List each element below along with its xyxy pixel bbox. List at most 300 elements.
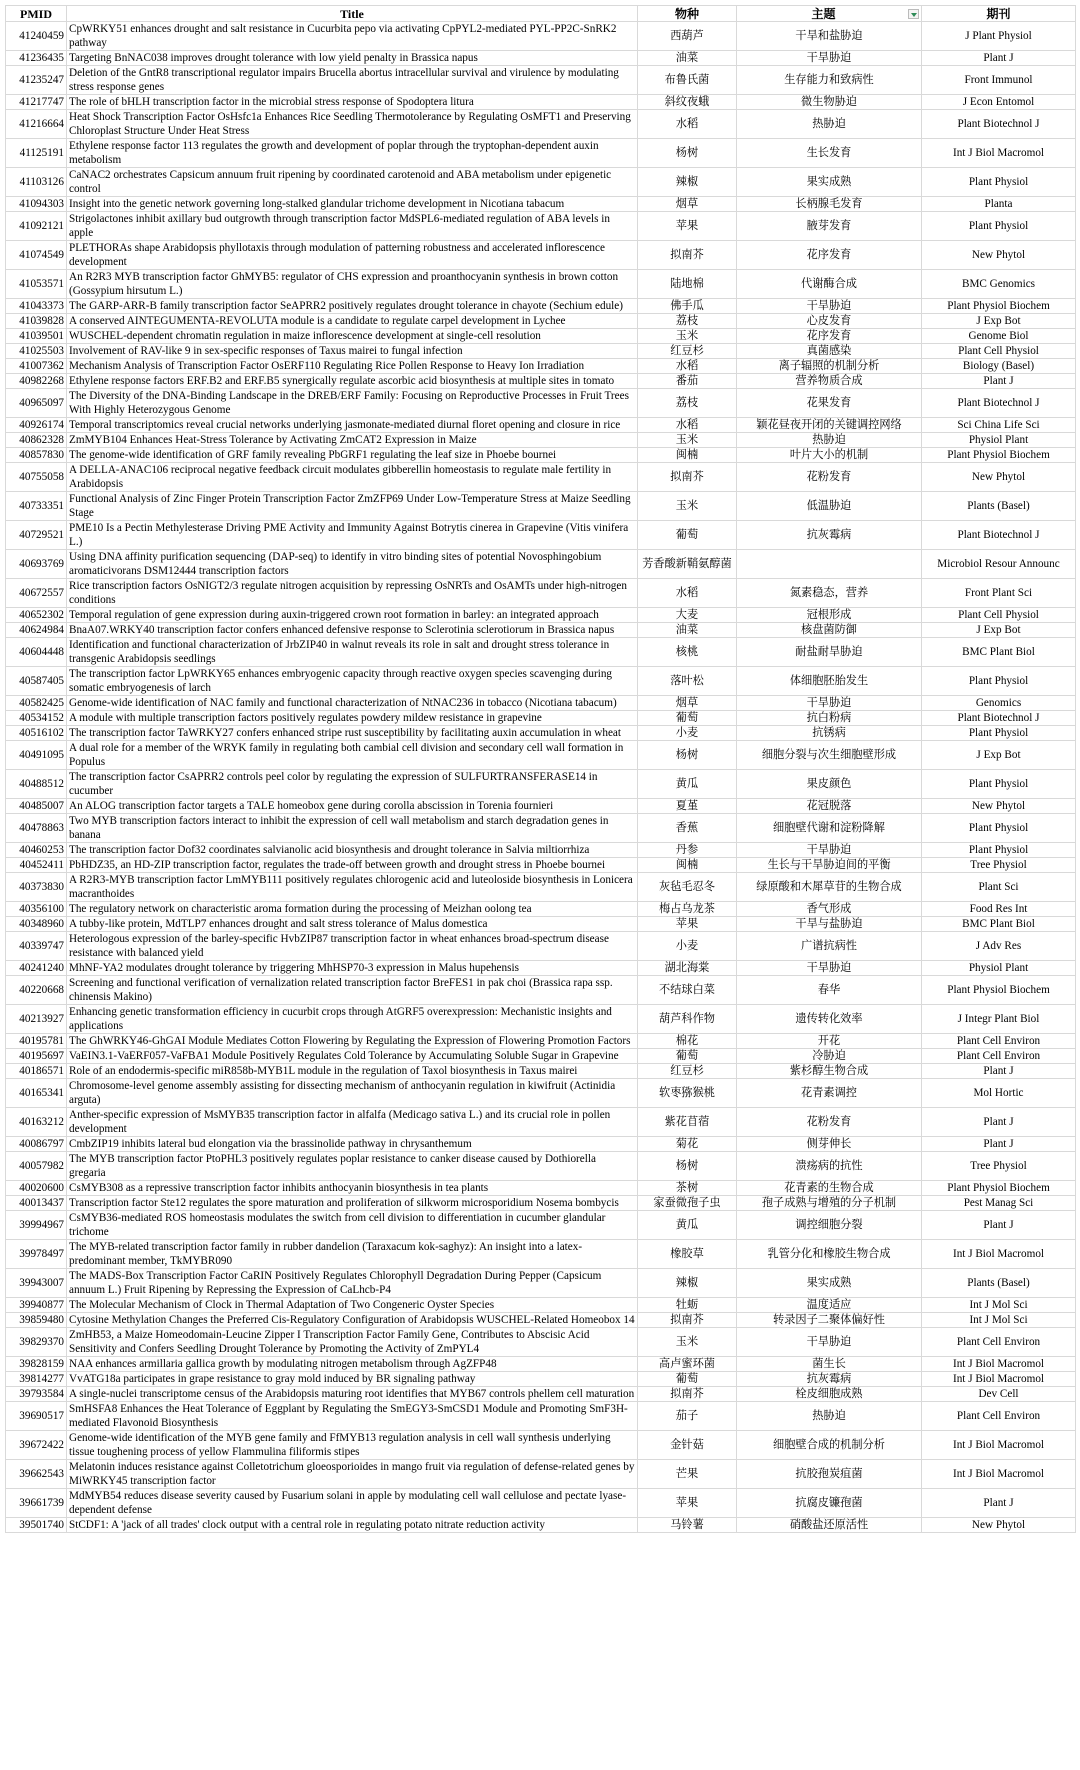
table-row[interactable] xyxy=(6,270,1076,299)
journal-cell[interactable]: Plants (Basel) xyxy=(922,1269,1076,1298)
title-cell[interactable]: Functional Analysis of Zinc Finger Protein Transcription Factor ZmZFP69 Under Low-Temperature Stress at Maize Seedling Stage xyxy=(67,492,638,521)
species-cell[interactable]: 闽楠 xyxy=(638,448,737,463)
title-cell[interactable]: Cytosine Methylation Changes the Preferred Cis-Regulatory Configuration of Arabidopsis WUSCHEL-Related Homeobox 14 xyxy=(67,1313,638,1328)
journal-cell[interactable]: J Exp Bot xyxy=(922,623,1076,638)
journal-cell[interactable]: Plant Cell Physiol xyxy=(922,608,1076,623)
topic-cell[interactable]: 抗胶孢炭疽菌 xyxy=(737,1460,922,1489)
table-row[interactable] xyxy=(6,1372,1076,1387)
pmid-cell[interactable]: 39943007 xyxy=(6,1269,67,1298)
title-cell[interactable]: An ALOG transcription factor targets a TALE homeobox gene during corolla abscission in Torenia fournieri xyxy=(67,799,638,814)
table-row[interactable] xyxy=(6,579,1076,608)
table-row[interactable] xyxy=(6,1108,1076,1137)
journal-cell[interactable]: Physiol Plant xyxy=(922,961,1076,976)
pmid-cell[interactable]: 40534152 xyxy=(6,711,67,726)
pmid-cell[interactable]: 41235247 xyxy=(6,66,67,95)
title-cell[interactable]: The transcription factor CsAPRR2 controls peel color by regulating the expression of SULFURTRANSFERASE14 in cucumber xyxy=(67,770,638,799)
table-row[interactable] xyxy=(6,374,1076,389)
journal-cell[interactable]: Sci China Life Sci xyxy=(922,418,1076,433)
pmid-cell[interactable]: 41094303 xyxy=(6,197,67,212)
table-row[interactable] xyxy=(6,1431,1076,1460)
title-cell[interactable]: The transcription factor LpWRKY65 enhances embryogenic capacity through reactive oxygen species scavenging during somatic embryogenesis of larch xyxy=(67,667,638,696)
topic-cell[interactable]: 温度适应 xyxy=(737,1298,922,1313)
table-row[interactable] xyxy=(6,1460,1076,1489)
table-row[interactable] xyxy=(6,463,1076,492)
topic-cell[interactable]: 抗灰霉病 xyxy=(737,1372,922,1387)
topic-cell[interactable]: 干旱胁迫 xyxy=(737,51,922,66)
topic-cell[interactable]: 颖花昼夜开闭的关键调控网络 xyxy=(737,418,922,433)
pmid-cell[interactable]: 39978497 xyxy=(6,1240,67,1269)
journal-cell[interactable]: Plant J xyxy=(922,1137,1076,1152)
pmid-cell[interactable]: 39661739 xyxy=(6,1489,67,1518)
title-cell[interactable]: The role of bHLH transcription factor in the microbial stress response of Spodoptera litura xyxy=(67,95,638,110)
species-cell[interactable]: 黄瓜 xyxy=(638,770,737,799)
title-cell[interactable]: Enhancing genetic transformation efficiency in cucurbit crops through AtGRF5 overexpression: Mechanistic insights and applications xyxy=(67,1005,638,1034)
topic-cell[interactable]: 低温胁迫 xyxy=(737,492,922,521)
journal-cell[interactable]: Physiol Plant xyxy=(922,433,1076,448)
journal-cell[interactable]: Int J Biol Macromol xyxy=(922,1431,1076,1460)
pmid-cell[interactable]: 41025503 xyxy=(6,344,67,359)
table-row[interactable] xyxy=(6,961,1076,976)
journal-cell[interactable]: Food Res Int xyxy=(922,902,1076,917)
pmid-cell[interactable]: 40926174 xyxy=(6,418,67,433)
journal-cell[interactable]: New Phytol xyxy=(922,463,1076,492)
table-row[interactable] xyxy=(6,770,1076,799)
journal-cell[interactable]: Plant J xyxy=(922,374,1076,389)
species-cell[interactable]: 布鲁氏菌 xyxy=(638,66,737,95)
species-cell[interactable]: 水稻 xyxy=(638,418,737,433)
topic-cell[interactable]: 香气形成 xyxy=(737,902,922,917)
journal-cell[interactable]: J Plant Physiol xyxy=(922,22,1076,51)
title-cell[interactable]: Role of an endodermis-specific miR858b-MYB1L module in the regulation of Taxol biosynthesis in Taxus mairei xyxy=(67,1064,638,1079)
title-cell[interactable]: The regulatory network on characteristic aroma formation during the processing of Meizhan oolong tea xyxy=(67,902,638,917)
topic-cell[interactable]: 真菌感染 xyxy=(737,344,922,359)
title-cell[interactable]: Anther-specific expression of MsMYB35 transcription factor in alfalfa (Medicago sativa L.) and its crucial role in pollen development xyxy=(67,1108,638,1137)
species-cell[interactable]: 荔枝 xyxy=(638,389,737,418)
pmid-cell[interactable]: 40020600 xyxy=(6,1181,67,1196)
topic-cell[interactable]: 核盘菌防御 xyxy=(737,623,922,638)
title-cell[interactable]: VvATG18a participates in grape resistance to gray mold induced by BR signaling pathway xyxy=(67,1372,638,1387)
pmid-cell[interactable]: 40373830 xyxy=(6,873,67,902)
table-row[interactable] xyxy=(6,22,1076,51)
table-row[interactable] xyxy=(6,917,1076,932)
topic-cell[interactable]: 遗传转化效率 xyxy=(737,1005,922,1034)
pmid-cell[interactable]: 40733351 xyxy=(6,492,67,521)
pmid-cell[interactable]: 40339747 xyxy=(6,932,67,961)
journal-cell[interactable]: Plant Physiol xyxy=(922,770,1076,799)
pmid-cell[interactable]: 40241240 xyxy=(6,961,67,976)
journal-cell[interactable]: Plant Physiol Biochem xyxy=(922,976,1076,1005)
table-row[interactable] xyxy=(6,51,1076,66)
journal-cell[interactable]: Plant Sci xyxy=(922,873,1076,902)
species-cell[interactable]: 油菜 xyxy=(638,623,737,638)
topic-cell[interactable]: 溃疡病的抗性 xyxy=(737,1152,922,1181)
species-cell[interactable]: 核桃 xyxy=(638,638,737,667)
topic-cell[interactable]: 热胁迫 xyxy=(737,433,922,448)
title-cell[interactable]: A DELLA-ANAC106 reciprocal negative feedback circuit modulates gibberellin homeostasis to regulate male fertility in Arabidopsis xyxy=(67,463,638,492)
species-cell[interactable]: 葫芦科作物 xyxy=(638,1005,737,1034)
journal-cell[interactable]: Tree Physiol xyxy=(922,858,1076,873)
species-cell[interactable]: 葡萄 xyxy=(638,711,737,726)
topic-cell[interactable]: 果实成熟 xyxy=(737,1269,922,1298)
species-cell[interactable]: 辣椒 xyxy=(638,1269,737,1298)
table-row[interactable] xyxy=(6,66,1076,95)
topic-cell[interactable]: 抗灰霉病 xyxy=(737,521,922,550)
title-cell[interactable]: PbHDZ35, an HD-ZIP transcription factor, regulates the trade-off between growth and drought stress in Phoebe bournei xyxy=(67,858,638,873)
pmid-cell[interactable]: 39690517 xyxy=(6,1402,67,1431)
journal-cell[interactable]: Front Immunol xyxy=(922,66,1076,95)
species-cell[interactable]: 杨树 xyxy=(638,139,737,168)
title-cell[interactable]: The Diversity of the DNA-Binding Landscape in the DREB/ERF Family: Focusing on Reproductive Processes in Fruit Trees With Highly Heterozygous Genome xyxy=(67,389,638,418)
species-cell[interactable]: 软枣猕猴桃 xyxy=(638,1079,737,1108)
species-cell[interactable]: 湖北海棠 xyxy=(638,961,737,976)
topic-cell[interactable]: 干旱胁迫 xyxy=(737,696,922,711)
pmid-cell[interactable]: 39814277 xyxy=(6,1372,67,1387)
species-cell[interactable]: 荔枝 xyxy=(638,314,737,329)
title-cell[interactable]: The MADS-Box Transcription Factor CaRIN Positively Regulates Chlorophyll Degradation During Pepper (Capsicum annuum L.) Fruit Ripening by Repressing the Expression of CaLhcb-P4 xyxy=(67,1269,638,1298)
table-row[interactable] xyxy=(6,389,1076,418)
topic-cell[interactable]: 干旱和盐胁迫 xyxy=(737,22,922,51)
species-cell[interactable]: 烟草 xyxy=(638,197,737,212)
pmid-cell[interactable]: 40516102 xyxy=(6,726,67,741)
pmid-cell[interactable]: 39501740 xyxy=(6,1518,67,1533)
journal-cell[interactable]: Int J Mol Sci xyxy=(922,1313,1076,1328)
title-cell[interactable]: MdMYB54 reduces disease severity caused by Fusarium solani in apple by modulating cell wall cellulose and pectate lyase-dependent defense xyxy=(67,1489,638,1518)
topic-cell[interactable]: 果实成熟 xyxy=(737,168,922,197)
topic-cell[interactable]: 花青素的生物合成 xyxy=(737,1181,922,1196)
topic-cell[interactable]: 花青素调控 xyxy=(737,1079,922,1108)
pmid-cell[interactable]: 40163212 xyxy=(6,1108,67,1137)
species-cell[interactable]: 菊花 xyxy=(638,1137,737,1152)
journal-cell[interactable]: Plant Cell Environ xyxy=(922,1034,1076,1049)
topic-cell[interactable]: 干旱胁迫 xyxy=(737,961,922,976)
species-cell[interactable]: 茄子 xyxy=(638,1402,737,1431)
journal-cell[interactable]: BMC Genomics xyxy=(922,270,1076,299)
pmid-cell[interactable]: 39662543 xyxy=(6,1460,67,1489)
title-cell[interactable]: A module with multiple transcription factors positively regulates powdery mildew resistance in grapevine xyxy=(67,711,638,726)
topic-cell[interactable]: 花序发育 xyxy=(737,241,922,270)
table-row[interactable] xyxy=(6,1518,1076,1533)
journal-cell[interactable]: Plant Cell Physiol xyxy=(922,344,1076,359)
table-row[interactable] xyxy=(6,550,1076,579)
topic-cell[interactable]: 干旱与盐胁迫 xyxy=(737,917,922,932)
pmid-cell[interactable]: 40587405 xyxy=(6,667,67,696)
species-cell[interactable]: 杨树 xyxy=(638,741,737,770)
table-row[interactable] xyxy=(6,711,1076,726)
title-cell[interactable]: PME10 Is a Pectin Methylesterase Driving PME Activity and Immunity Against Botrytis cinerea in Grapevine (Vitis vinifera L.) xyxy=(67,521,638,550)
journal-cell[interactable]: New Phytol xyxy=(922,241,1076,270)
filter-dropdown-icon[interactable] xyxy=(908,9,919,19)
species-cell[interactable]: 黄瓜 xyxy=(638,1211,737,1240)
pmid-cell[interactable]: 40348960 xyxy=(6,917,67,932)
topic-cell[interactable]: 广谱抗病性 xyxy=(737,932,922,961)
species-cell[interactable]: 橡胶草 xyxy=(638,1240,737,1269)
journal-cell[interactable]: J Exp Bot xyxy=(922,741,1076,770)
species-cell[interactable]: 落叶松 xyxy=(638,667,737,696)
pmid-cell[interactable]: 40652302 xyxy=(6,608,67,623)
topic-cell[interactable]: 孢子成熟与增殖的分子机制 xyxy=(737,1196,922,1211)
journal-cell[interactable]: Plant Cell Environ xyxy=(922,1328,1076,1357)
journal-cell[interactable]: Plant Physiol xyxy=(922,168,1076,197)
topic-cell[interactable]: 栓皮细胞成熟 xyxy=(737,1387,922,1402)
species-cell[interactable]: 芒果 xyxy=(638,1460,737,1489)
species-cell[interactable]: 玉米 xyxy=(638,329,737,344)
species-cell[interactable]: 玉米 xyxy=(638,433,737,448)
table-row[interactable] xyxy=(6,448,1076,463)
species-cell[interactable]: 牡蛎 xyxy=(638,1298,737,1313)
journal-cell[interactable]: Plant Cell Environ xyxy=(922,1402,1076,1431)
table-row[interactable] xyxy=(6,329,1076,344)
species-cell[interactable]: 拟南芥 xyxy=(638,1387,737,1402)
table-row[interactable] xyxy=(6,726,1076,741)
species-cell[interactable]: 辣椒 xyxy=(638,168,737,197)
table-row[interactable] xyxy=(6,433,1076,448)
topic-cell[interactable] xyxy=(737,550,922,579)
pmid-cell[interactable]: 41039828 xyxy=(6,314,67,329)
topic-cell[interactable]: 花冠脱落 xyxy=(737,799,922,814)
journal-cell[interactable]: BMC Plant Biol xyxy=(922,917,1076,932)
journal-cell[interactable]: Biology (Basel) xyxy=(922,359,1076,374)
header-topic[interactable] xyxy=(737,6,922,22)
pmid-cell[interactable]: 40488512 xyxy=(6,770,67,799)
title-cell[interactable]: Involvement of RAV-like 9 in sex-specific responses of Taxus mairei to fungal infection xyxy=(67,344,638,359)
topic-cell[interactable]: 乳管分化和橡胶生物合成 xyxy=(737,1240,922,1269)
table-row[interactable] xyxy=(6,344,1076,359)
topic-cell[interactable]: 长柄腺毛发育 xyxy=(737,197,922,212)
pmid-cell[interactable]: 41092121 xyxy=(6,212,67,241)
topic-cell[interactable]: 调控细胞分裂 xyxy=(737,1211,922,1240)
species-cell[interactable]: 陆地棉 xyxy=(638,270,737,299)
table-row[interactable] xyxy=(6,1152,1076,1181)
title-cell[interactable]: Transcription factor Ste12 regulates the spore maturation and proliferation of silkworm microsporidium Nosema bombycis xyxy=(67,1196,638,1211)
table-row[interactable] xyxy=(6,814,1076,843)
journal-cell[interactable]: Int J Mol Sci xyxy=(922,1298,1076,1313)
topic-cell[interactable]: 离子辐照的机制分析 xyxy=(737,359,922,374)
journal-cell[interactable]: Plant J xyxy=(922,1108,1076,1137)
topic-cell[interactable]: 细胞壁合成的机制分析 xyxy=(737,1431,922,1460)
species-cell[interactable]: 拟南芥 xyxy=(638,241,737,270)
topic-cell[interactable]: 冷胁迫 xyxy=(737,1049,922,1064)
pmid-cell[interactable]: 41074549 xyxy=(6,241,67,270)
table-row[interactable] xyxy=(6,932,1076,961)
journal-cell[interactable]: Plant Physiol Biochem xyxy=(922,448,1076,463)
journal-cell[interactable]: Plant Biotechnol J xyxy=(922,110,1076,139)
species-cell[interactable]: 闽楠 xyxy=(638,858,737,873)
title-cell[interactable]: A dual role for a member of the WRYK family in regulating both cambial cell division and secondary cell wall formation in Populus xyxy=(67,741,638,770)
pmid-cell[interactable]: 40491095 xyxy=(6,741,67,770)
topic-cell[interactable]: 花粉发育 xyxy=(737,1108,922,1137)
table-row[interactable] xyxy=(6,359,1076,374)
title-cell[interactable]: Screening and functional verification of vernalization related transcription factor BreFES1 in pak choi (Brassica rapa ssp. chinensis Makino) xyxy=(67,976,638,1005)
title-cell[interactable]: A tubby-like protein, MdTLP7 enhances drought and salt stress tolerance of Malus domestica xyxy=(67,917,638,932)
table-row[interactable] xyxy=(6,521,1076,550)
table-row[interactable] xyxy=(6,418,1076,433)
table-row[interactable] xyxy=(6,95,1076,110)
species-cell[interactable]: 苹果 xyxy=(638,917,737,932)
pmid-cell[interactable]: 39940877 xyxy=(6,1298,67,1313)
species-cell[interactable]: 番茄 xyxy=(638,374,737,389)
topic-cell[interactable]: 耐盐耐旱胁迫 xyxy=(737,638,922,667)
table-row[interactable] xyxy=(6,1269,1076,1298)
journal-cell[interactable]: J Integr Plant Biol xyxy=(922,1005,1076,1034)
title-cell[interactable]: BnaA07.WRKY40 transcription factor confers enhanced defensive response to Sclerotinia sclerotiorum in Brassica napus xyxy=(67,623,638,638)
table-row[interactable] xyxy=(6,1079,1076,1108)
journal-cell[interactable]: Plant Physiol xyxy=(922,814,1076,843)
pmid-cell[interactable]: 39672422 xyxy=(6,1431,67,1460)
species-cell[interactable]: 水稻 xyxy=(638,110,737,139)
species-cell[interactable]: 灰毡毛忍冬 xyxy=(638,873,737,902)
title-cell[interactable]: The MYB transcription factor PtoPHL3 positively regulates poplar resistance to canker disease caused by Dothiorella gregaria xyxy=(67,1152,638,1181)
title-cell[interactable]: An R2R3 MYB transcription factor GhMYB5: regulator of CHS expression and proanthocyanin synthesis in brown cotton (Gossypium hirsutum L.) xyxy=(67,270,638,299)
table-row[interactable] xyxy=(6,741,1076,770)
table-row[interactable] xyxy=(6,976,1076,1005)
journal-cell[interactable]: J Adv Res xyxy=(922,932,1076,961)
table-row[interactable] xyxy=(6,1328,1076,1357)
pmid-cell[interactable]: 40213927 xyxy=(6,1005,67,1034)
title-cell[interactable]: PLETHORAs shape Arabidopsis phyllotaxis through modulation of patterning robustness and accelerated inflorescence development xyxy=(67,241,638,270)
table-row[interactable] xyxy=(6,1240,1076,1269)
species-cell[interactable]: 苹果 xyxy=(638,1489,737,1518)
journal-cell[interactable]: Plant Cell Environ xyxy=(922,1049,1076,1064)
title-cell[interactable]: A R2R3-MYB transcription factor LmMYB111 positively regulates chlorogenic acid and luteoloside biosynthesis in Lonicera macranthoides xyxy=(67,873,638,902)
journal-cell[interactable]: Pest Manag Sci xyxy=(922,1196,1076,1211)
topic-cell[interactable]: 春华 xyxy=(737,976,922,1005)
table-row[interactable] xyxy=(6,1137,1076,1152)
table-row[interactable] xyxy=(6,1196,1076,1211)
title-cell[interactable]: CpWRKY51 enhances drought and salt resistance in Cucurbita pepo via activating CpPYL2-mediated PYL-PP2C-SnRK2 pathway xyxy=(67,22,638,51)
topic-cell[interactable]: 心皮发育 xyxy=(737,314,922,329)
title-cell[interactable]: CaNAC2 orchestrates Capsicum annuum fruit ripening by coordinated carotenoid and ABA metabolism under epigenetic control xyxy=(67,168,638,197)
table-row[interactable] xyxy=(6,873,1076,902)
pmid-cell[interactable]: 40729521 xyxy=(6,521,67,550)
title-cell[interactable]: Ethylene response factors ERF.B2 and ERF.B5 synergically regulate ascorbic acid biosynthesis at multiple sites in tomato xyxy=(67,374,638,389)
title-cell[interactable]: Mechanism Analysis of Transcription Factor OsERF110 Regulating Rice Pollen Response to Heavy Ion Irradiation xyxy=(67,359,638,374)
table-row[interactable] xyxy=(6,492,1076,521)
pmid-cell[interactable]: 40013437 xyxy=(6,1196,67,1211)
title-cell[interactable]: Heterologous expression of the barley-specific HvbZIP87 transcription factor in wheat enhances broad-spectrum disease resistance with balanced yield xyxy=(67,932,638,961)
journal-cell[interactable]: Microbiol Resour Announc xyxy=(922,550,1076,579)
title-cell[interactable]: VaEIN3.1-VaERF057-VaFBA1 Module Positively Regulates Cold Tolerance by Accumulating Soluble Sugar in Grapevine xyxy=(67,1049,638,1064)
pmid-cell[interactable]: 40057982 xyxy=(6,1152,67,1181)
topic-cell[interactable]: 氮素稳态，营养 xyxy=(737,579,922,608)
title-cell[interactable]: Ethylene response factor 113 regulates the growth and development of poplar through the tryptophan-dependent auxin metabolism xyxy=(67,139,638,168)
title-cell[interactable]: ZmMYB104 Enhances Heat-Stress Tolerance by Activating ZmCAT2 Expression in Maize xyxy=(67,433,638,448)
topic-cell[interactable]: 果皮颜色 xyxy=(737,770,922,799)
table-row[interactable] xyxy=(6,299,1076,314)
species-cell[interactable]: 油菜 xyxy=(638,51,737,66)
species-cell[interactable]: 金针菇 xyxy=(638,1431,737,1460)
topic-cell[interactable]: 体细胞胚胎发生 xyxy=(737,667,922,696)
journal-cell[interactable]: Plant Physiol Biochem xyxy=(922,299,1076,314)
pmid-cell[interactable]: 39793584 xyxy=(6,1387,67,1402)
title-cell[interactable]: A conserved AINTEGUMENTA-REVOLUTA module is a candidate to regulate carpel development in Lychee xyxy=(67,314,638,329)
species-cell[interactable]: 不结球白菜 xyxy=(638,976,737,1005)
journal-cell[interactable]: Plant Biotechnol J xyxy=(922,389,1076,418)
journal-cell[interactable]: Plants (Basel) xyxy=(922,492,1076,521)
species-cell[interactable]: 水稻 xyxy=(638,359,737,374)
table-row[interactable] xyxy=(6,623,1076,638)
title-cell[interactable]: The GhWRKY46-GhGAI Module Mediates Cotton Flowering by Regulating the Expression of Flowering Promotion Factors xyxy=(67,1034,638,1049)
journal-cell[interactable]: Plant Physiol xyxy=(922,212,1076,241)
table-row[interactable] xyxy=(6,168,1076,197)
topic-cell[interactable]: 干旱胁迫 xyxy=(737,843,922,858)
pmid-cell[interactable]: 40220668 xyxy=(6,976,67,1005)
title-cell[interactable]: The Molecular Mechanism of Clock in Thermal Adaptation of Two Congeneric Oyster Species xyxy=(67,1298,638,1313)
title-cell[interactable]: Deletion of the GntR8 transcriptional regulator impairs Brucella abortus intracellular survival and virulence by modulating stress response genes xyxy=(67,66,638,95)
title-cell[interactable]: WUSCHEL-dependent chromatin regulation in maize inflorescence development at single-cell resolution xyxy=(67,329,638,344)
journal-cell[interactable]: Int J Biol Macromol xyxy=(922,1460,1076,1489)
title-cell[interactable]: Heat Shock Transcription Factor OsHsfc1a Enhances Rice Seedling Thermotolerance by Regulating OsMFT1 and Preserving Chloroplast Structure Under Heat Stress xyxy=(67,110,638,139)
journal-cell[interactable]: Front Plant Sci xyxy=(922,579,1076,608)
title-cell[interactable]: Temporal transcriptomics reveal crucial networks underlying jasmonate-mediated diurnal floret opening and closure in rice xyxy=(67,418,638,433)
pmid-cell[interactable]: 40356100 xyxy=(6,902,67,917)
pmid-cell[interactable]: 39828159 xyxy=(6,1357,67,1372)
pmid-cell[interactable]: 40693769 xyxy=(6,550,67,579)
table-row[interactable] xyxy=(6,799,1076,814)
title-cell[interactable]: A single-nuclei transcriptome census of the Arabidopsis maturing root identifies that MYB67 controls phellem cell maturation xyxy=(67,1387,638,1402)
table-row[interactable] xyxy=(6,1402,1076,1431)
journal-cell[interactable]: New Phytol xyxy=(922,799,1076,814)
topic-cell[interactable]: 热胁迫 xyxy=(737,1402,922,1431)
title-cell[interactable]: CsMYB36-mediated ROS homeostasis modulates the switch from cell division to differentiation in cucumber glandular trichome xyxy=(67,1211,638,1240)
topic-cell[interactable]: 细胞分裂与次生细胞壁形成 xyxy=(737,741,922,770)
species-cell[interactable]: 棉花 xyxy=(638,1034,737,1049)
pmid-cell[interactable]: 39859480 xyxy=(6,1313,67,1328)
journal-cell[interactable]: Plant Physiol Biochem xyxy=(922,1181,1076,1196)
table-row[interactable] xyxy=(6,197,1076,212)
species-cell[interactable]: 红豆杉 xyxy=(638,344,737,359)
title-cell[interactable]: Targeting BnNAC038 improves drought tolerance with low yield penalty in Brassica napus xyxy=(67,51,638,66)
topic-cell[interactable]: 开花 xyxy=(737,1034,922,1049)
species-cell[interactable]: 红豆杉 xyxy=(638,1064,737,1079)
title-cell[interactable]: Melatonin induces resistance against Colletotrichum gloeosporioides in mango fruit via regulation of defense-related genes by MiWRKY45 transcription factor xyxy=(67,1460,638,1489)
journal-cell[interactable]: Planta xyxy=(922,197,1076,212)
table-row[interactable] xyxy=(6,139,1076,168)
pmid-cell[interactable]: 41103126 xyxy=(6,168,67,197)
table-row[interactable] xyxy=(6,1313,1076,1328)
table-row[interactable] xyxy=(6,1034,1076,1049)
pmid-cell[interactable]: 40478863 xyxy=(6,814,67,843)
table-row[interactable] xyxy=(6,638,1076,667)
topic-cell[interactable]: 营养物质合成 xyxy=(737,374,922,389)
topic-cell[interactable]: 叶片大小的机制 xyxy=(737,448,922,463)
pmid-cell[interactable]: 40485007 xyxy=(6,799,67,814)
species-cell[interactable]: 拟南芥 xyxy=(638,1313,737,1328)
journal-cell[interactable]: Mol Hortic xyxy=(922,1079,1076,1108)
species-cell[interactable]: 马铃薯 xyxy=(638,1518,737,1533)
journal-cell[interactable]: Genome Biol xyxy=(922,329,1076,344)
title-cell[interactable]: Genome-wide identification of NAC family and functional characterization of NtNAC236 in tobacco (Nicotiana tabacum) xyxy=(67,696,638,711)
table-row[interactable] xyxy=(6,1211,1076,1240)
topic-cell[interactable]: 生长与干旱胁迫间的平衡 xyxy=(737,858,922,873)
species-cell[interactable]: 烟草 xyxy=(638,696,737,711)
title-cell[interactable]: Temporal regulation of gene expression during auxin-triggered crown root formation in barley: an integrated approach xyxy=(67,608,638,623)
pmid-cell[interactable]: 40755058 xyxy=(6,463,67,492)
title-cell[interactable]: The MYB-related transcription factor family in rubber dandelion (Taraxacum kok-saghyz): An insight into a latex-predominant member, TkMYBR090 xyxy=(67,1240,638,1269)
title-cell[interactable]: The transcription factor Dof32 coordinates salvianolic acid biosynthesis and drought tolerance in Salvia miltiorrhiza xyxy=(67,843,638,858)
pmid-cell[interactable]: 40965097 xyxy=(6,389,67,418)
journal-cell[interactable]: J Exp Bot xyxy=(922,314,1076,329)
journal-cell[interactable]: New Phytol xyxy=(922,1518,1076,1533)
pmid-cell[interactable]: 39829370 xyxy=(6,1328,67,1357)
pmid-cell[interactable]: 40857830 xyxy=(6,448,67,463)
journal-cell[interactable]: Int J Biol Macromol xyxy=(922,1357,1076,1372)
topic-cell[interactable]: 紫杉醇生物合成 xyxy=(737,1064,922,1079)
journal-cell[interactable]: Int J Biol Macromol xyxy=(922,1240,1076,1269)
journal-cell[interactable]: Plant Biotechnol J xyxy=(922,521,1076,550)
topic-cell[interactable]: 干旱胁迫 xyxy=(737,299,922,314)
topic-cell[interactable]: 微生物胁迫 xyxy=(737,95,922,110)
pmid-cell[interactable]: 40195781 xyxy=(6,1034,67,1049)
